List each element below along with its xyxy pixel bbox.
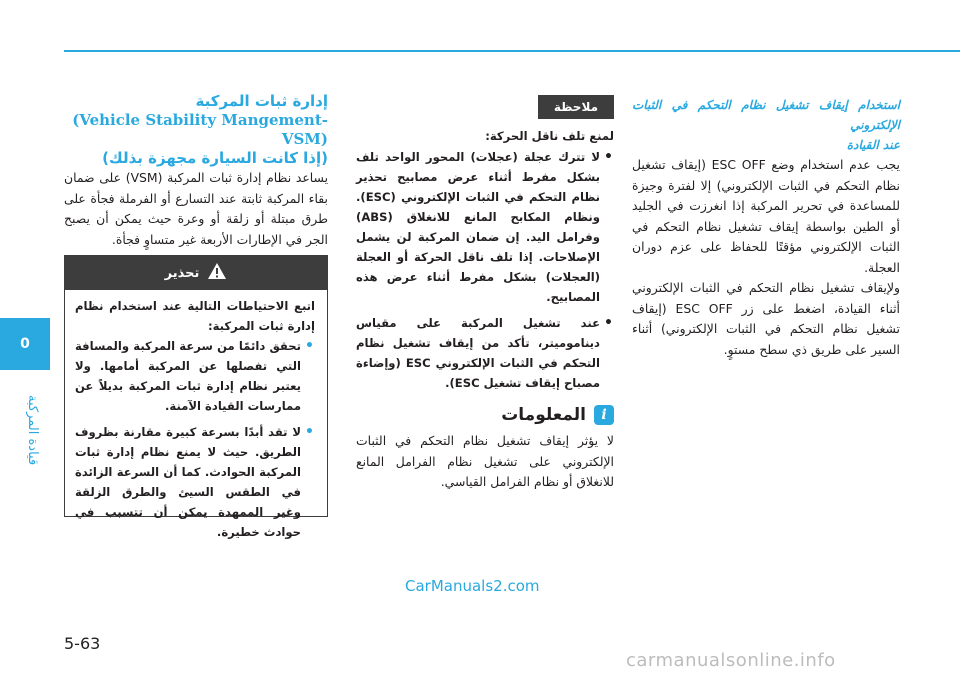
info-text: لا يؤثر إيقاف تشغيل نظام التحكم في الثبات الإلكتروني على تشغيل نظام الفرامل المانع للانغلاق أو نظام الفرامل القياسي. bbox=[356, 433, 614, 489]
note-heading: ملاحظة bbox=[538, 95, 614, 119]
vsm-paragraph: يساعد نظام إدارة ثبات المركبة (VSM) على ضمان بقاء المركبة ثابتة عند التسارع أو الفرملة فجأة على طرق مبتلة أو زلقة أو وعرة حيث يمكن أن يصبح الجر في الإطارات الأربعة غير متساوٍ فجأة. bbox=[64, 170, 329, 247]
warning-lead: اتبع الاحتياطات التالية عند استخدام نظام إدارة ثبات المركبة: bbox=[75, 299, 315, 333]
warning-body bbox=[65, 290, 327, 542]
warning-icon bbox=[207, 262, 227, 284]
paragraph: ولإيقاف تشغيل نظام التحكم في الثبات الإلكتروني أثناء القيادة، اضغط على زر ESC OFF (إيقاف تشغيل نظام التحكم في الثبات الإلكتروني) أثناء السير على طريق ذي سطح مستوٍ. bbox=[632, 280, 900, 357]
info-heading bbox=[356, 405, 614, 425]
section-title: استخدام إيقاف تشغيل نظام التحكم في الثبات الإلكتروني bbox=[632, 98, 900, 132]
page-number: 5-63 bbox=[64, 634, 101, 653]
footer-site[interactable]: carmanualsonline.info bbox=[626, 650, 836, 671]
paragraph: يجب عدم استخدام وضع ESC OFF (إيقاف تشغيل نظام التحكم في الثبات الإلكتروني) إلا لفترة وجيزة للمساعدة في تحرير المركبة إذا انغرزت في الجليد أو الطين بواسطة إيقاف تشغيل نظام التحكم في الثبات الإلكتروني مؤقتًا للحفاظ على عزم دوران العجلة. bbox=[632, 157, 900, 275]
vsm-title-equipped: (إذا كانت السيارة مجهزة بذلك) bbox=[102, 149, 328, 167]
section-title-line2: عند القيادة bbox=[846, 138, 900, 152]
note-list bbox=[356, 147, 614, 393]
right-column bbox=[632, 95, 900, 360]
warning-box bbox=[64, 255, 328, 539]
chapter-label: قيادة المركبة bbox=[25, 394, 40, 466]
warning-list bbox=[75, 336, 315, 542]
info-title: المعلومات bbox=[501, 405, 586, 425]
watermark[interactable]: CarManuals2.com bbox=[405, 577, 540, 595]
warning-label: تحذير bbox=[164, 265, 200, 281]
left-column bbox=[64, 92, 328, 250]
middle-column bbox=[356, 95, 614, 493]
list-item: • تحقق دائمًا من سرعة المركبة والمسافة التي تفصلها عن المركبة أمامها. ولا يعتبر نظام إدارة ثبات المركبة بديلاً عن ممارسات القيادة الآمنة. bbox=[75, 336, 301, 416]
top-rule bbox=[64, 50, 960, 52]
info-icon: i bbox=[594, 405, 614, 425]
note-lead: لمنع تلف ناقل الحركة: bbox=[485, 129, 614, 143]
chapter-number: 0 bbox=[20, 336, 30, 352]
warning-heading bbox=[65, 256, 327, 290]
chapter-tab[interactable] bbox=[0, 318, 50, 370]
list-item: • لا تقد أبدًا بسرعة كبيرة مقارنة بظروف الطريق. حيث لا يمنع نظام إدارة ثبات المركبة الحوادث. كما أن السرعة الزائدة في الطقس السيئ والطرق الزلقة وغير الممهدة يمكن أن تتسبب في حوادث خطيرة. bbox=[75, 422, 301, 542]
vsm-title-english: (Vehicle Stability Mangement-VSM) bbox=[72, 111, 328, 148]
list-item: • لا تترك عجلة (عجلات) المحور الواحد تلف بشكل مفرط أثناء عرض مصابيح تحذير نظام التحكم في الثبات الإلكتروني (ESC). ونظام المكابح المانع للانغلاق (ABS) وفرامل اليد. إن ضمان المركبة لن يشمل الإصلاحات. إذا تلف ناقل الحركة أو العجلة (العجلات) بشكل مفرط أثناء عرض هذه المصابيح. bbox=[356, 147, 600, 307]
list-item: • عند تشغيل المركبة على مقياس ديناموميتر، تأكد من إيقاف تشغيل نظام التحكم في الثبات الإلكتروني ESC (وإضاءة مصباح إيقاف تشغيل ESC). bbox=[356, 313, 600, 393]
vsm-title: إدارة ثبات المركبة bbox=[195, 92, 328, 110]
